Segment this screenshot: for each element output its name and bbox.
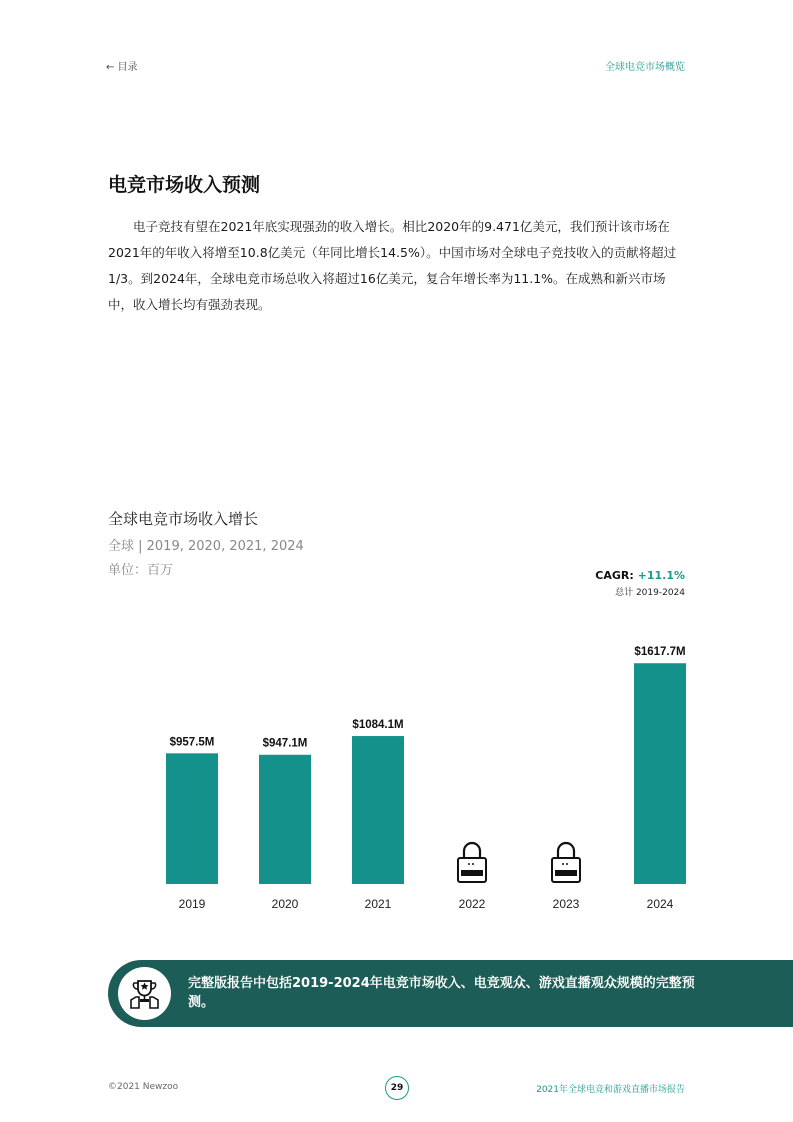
chart-title: 全球电竞市场收入增长 <box>108 510 259 528</box>
x-tick-label: 2019 <box>178 897 206 911</box>
data-label: $947.1M <box>262 737 308 750</box>
section-title: 全球电竞市场概览 <box>605 62 685 73</box>
copyright: ©2021 Newzoo <box>108 1082 179 1092</box>
toc-link[interactable]: ← 目录 <box>106 62 138 73</box>
x-tick-label: 2020 <box>271 897 299 911</box>
trophy-icon <box>118 967 171 1020</box>
lock-icon <box>458 843 486 882</box>
cagr-period: 总计 2019-2024 <box>615 588 685 598</box>
chart-unit: 单位：百万 <box>108 563 174 578</box>
bar-2019 <box>166 753 218 884</box>
page-title: 电竞市场收入预测 <box>108 174 261 196</box>
bar-2024 <box>634 663 686 884</box>
bar-2020 <box>259 755 311 884</box>
cagr-value: +11.1% <box>637 569 685 582</box>
intro-paragraph: 电子竞技有望在2021年底实现强劲的收入增长。相比2020年的9.471亿美元，我们预计该市场在2021年的年收入将增至10.8亿美元（年同比增长14.5%）。中国市场对全球电子竞技收入的贡献将超过1/3。到2024年，全球电竞市场总收入将超过16亿美元，复合年增长率为11.1%。在成熟和新兴市场中，收入增长均有强劲表现。 <box>108 219 677 312</box>
cagr-label: CAGR: +11.1% <box>595 569 685 582</box>
x-tick-label: 2022 <box>458 897 486 911</box>
x-tick-label: 2024 <box>646 897 674 911</box>
banner-text: 完整版报告中包括2019-2024年电竞市场收入、电竞观众、游戏直播观众规模的完整预测。 <box>188 976 695 1010</box>
page-number: 29 <box>385 1076 409 1100</box>
data-label: $1617.7M <box>634 646 686 659</box>
x-tick-label: 2023 <box>552 897 580 911</box>
chart-subtitle: 全球 | 2019, 2020, 2021, 2024 <box>108 539 304 554</box>
full-report-banner <box>108 960 793 1027</box>
bar-2021 <box>352 736 404 884</box>
x-tick-label: 2021 <box>364 897 392 911</box>
lock-icon <box>552 843 580 882</box>
report-title: 2021年全球电竞和游戏直播市场报告 <box>536 1085 685 1095</box>
data-label: $957.5M <box>169 736 215 749</box>
data-label: $1084.1M <box>352 719 404 732</box>
